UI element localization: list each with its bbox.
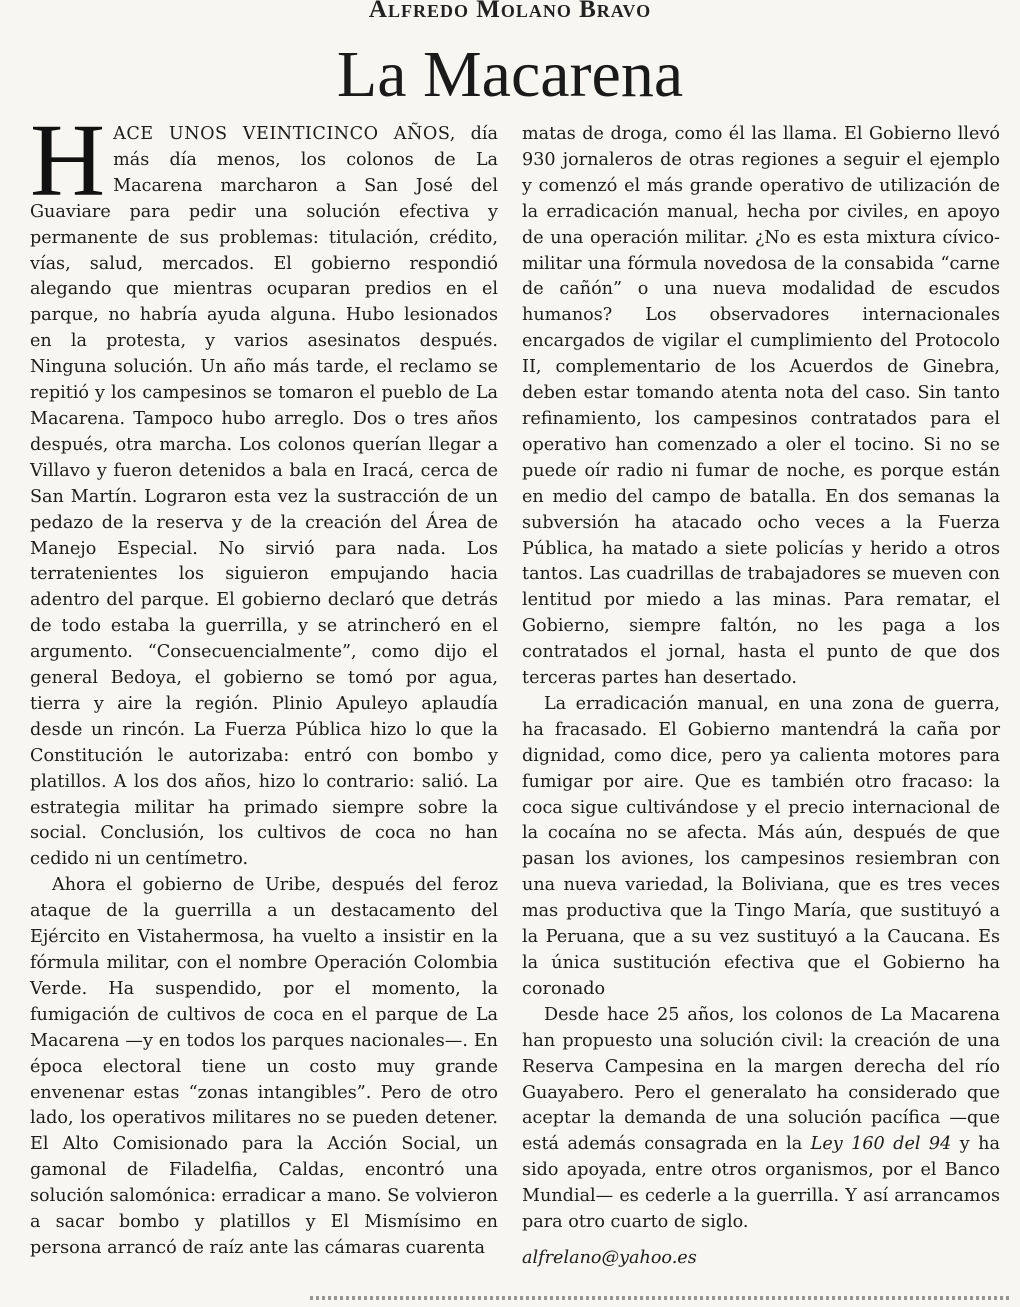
article-paragraph-3 [522,692,1000,1003]
law-reference: Ley 160 del 94 [810,1134,952,1155]
author-email[interactable]: alfrelano@yahoo.es [522,1247,697,1268]
paragraph-1-text: día más día menos, los colonos de La Macarena marcharon a San José del Guaviare para pedir una solución efectiva y permanente de sus problemas: titulación, crédito, vías, salud, mercados. El gobierno respondió alegando que mientras ocuparan predios en el parque, no habría ayuda alguna. Hubo lesionados en la protesta, y varios asesinatos después. Ninguna solución. Un año más tarde, el reclamo se repitió y los campesinos se tomaron el pueblo de La Macarena. Tampoco hubo arreglo. Dos o tres años después, otra marcha. Los colonos querían llegar a Villavo y fueron detenidos a bala en Iracá, cerca de San Martín. Lograron esta vez la sustracción de un pedazo de la reserva y de la creación del Área de Manejo Especial. No sirvió para nada. Los terratenientes los siguieron empujando hacia adentro del parque. El gobierno declaró que detrás de todo estaba la guerrilla, y se atrincheró en el argumento. “Consecuencialmente”, como dijo el general Bedoya, el gobierno se tomó por agua, tierra y aire la región. Plinio Apuleyo aplaudía desde un rincón. La Fuerza Pública hizo lo que la Constitución le autorizaba: entró con bombo y platillos. A los dos años, hizo lo contrario: salió. La estrategia militar ha primado siempre sobre la social. Conclusión, los cultivos de coca no han cedido ni un centímetro. [30,124,498,870]
article-paragraph-2-continued: matas de droga, como él las llama. El Gobierno llevó 930 jornaleros de otras regiones a seguir el ejemplo y comenzó el más grande operativo de utilización de la erradicación manual, hecha por civiles, en apoyo de una operación militar. ¿No es esta mixtura cívico-militar una fórmula novedosa de la consabida “carne de cañón” o una nueva modalidad de escudos humanos? Los observadores internacionales encargados de vigilar el cumplimiento del Protocolo II, complementario de los Acuerdos de Ginebra, deben estar tomando atenta nota del caso. Sin tanto refinamiento, los campesinos contratados para el operativo han comenzado a oler el tocino. Si no se puede oír radio ni fumar de noche, es porque están en medio del campo de batalla. En dos semanas la subversión ha atacado ocho veces a la Fuerza Pública, ha matado a siete policías y herido a otros tantos. Las cuadrillas de trabajadores se mueven con lentitud por miedo a las minas. Para rematar, el Gobierno, siempre faltón, no les paga a los contratados el jornal, hasta el punto de que dos terceras partes han desertado. [522,124,1000,689]
article-column-right [522,122,1000,1272]
paragraph-4-text-a: Desde hace 25 años, los colonos de La Macarena han propuesto una solución civil: la creación de una Reserva Campesina en la margen derecha del río Guayabero. Pero el generalato ha considerado que aceptar la demanda de una solución pacífica —que está además consagrada en la [522,1004,1000,1155]
byline: Alfredo Molano Bravo [368,0,652,23]
article-paragraph-1 [30,103,498,873]
lead-caps: ACE UNOS VEINTICINCO AÑOS, [113,124,456,144]
article-paragraph-4 [522,1003,1000,1236]
article-column-left [30,103,498,1262]
paragraph-3-text: La erradicación manual, en una zona de guerra, ha fracasado. El Gobierno mantendrá la caña por dignidad, como dice, pero ya calienta motores para fumigar por aire. Que es también otro fracaso: la coca sigue cultivándose y el precio internacional de la cocaína no se afecta. Más aún, después de que pasan los aviones, los campesinos resiembran con una nueva variedad, la Boliviana, que es tres veces mas productiva que la Tingo María, que sustituyó a la Peruana, que a su vez sustituyó a la Caucana. Es la única sustitución efectiva que el Gobierno ha coronado [522,693,1000,999]
page-title: La Macarena [336,38,684,111]
article-paragraph-2 [30,873,498,1262]
drop-cap: H [30,103,106,218]
paragraph-2-text: Ahora el gobierno de Uribe, después del feroz ataque de la guerrilla a un destacamento del Ejército en Vistahermosa, ha vuelto a insistir en la fórmula militar, con el nombre Operación Colombia Verde. Ha suspendido, por el momento, la fumigación de cultivos de coca en el parque de La Macarena —y en todos los parques nacionales—. En época electoral tiene un costo muy grande envenenar estas “zonas intangibles”. Pero de otro lado, los operativos militares no se pueden detener. El Alto Comisionado para la Acción Social, un gamonal de Filadelfia, Caldas, encontró una solución salomónica: erradicar a mano. Se volvieron a sacar bombo y platillos y El Mismísimo en persona arrancó de raíz ante las cámaras cuarenta [30,875,498,1258]
paragraph-4-text-b: y ha sido apoyada, entre otros organismos, por el Banco Mundial— es cederle a la guerrilla. Y así arrancamos para otro cuarto de siglo. [522,1134,1000,1233]
footer-rule [310,1296,1010,1300]
